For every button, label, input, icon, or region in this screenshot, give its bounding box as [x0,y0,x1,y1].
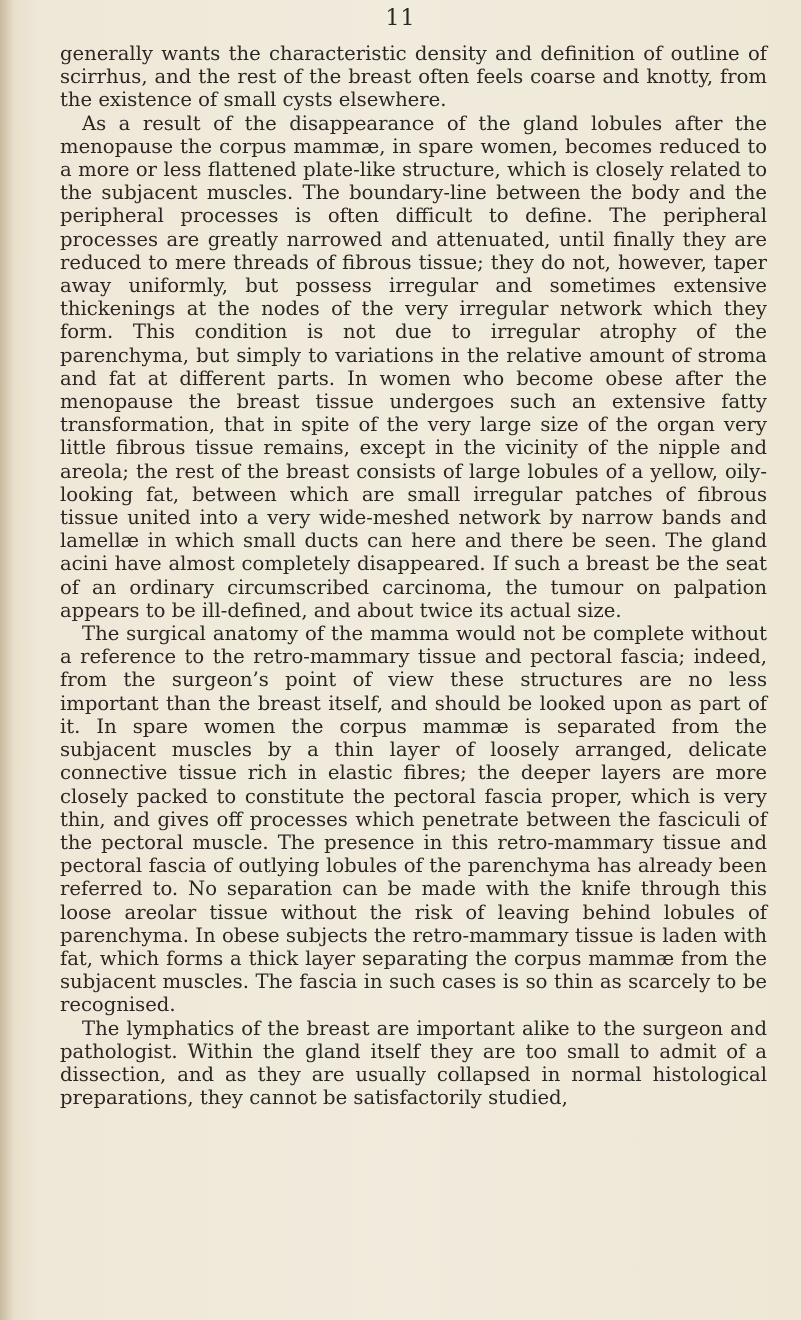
page-gutter-shadow [0,0,14,1320]
paragraph-continuation: generally wants the characteristic density and definition of outline of scirrhus, and the rest of the breast often feels coarse and knotty, from the existence of small cysts elsewhere. [60,42,767,112]
body-text [60,42,767,1109]
paragraph-retro-mammary-tissue: The surgical anatomy of the mamma would not be complete without a reference to the retro-mammary tissue and pectoral fascia; indeed, from the surgeon’s point of view these structures are no less important than the breast itself, and should be looked upon as part of it. In spare women the corpus mammæ is separated from the subjacent muscles by a thin layer of loosely arranged, delicate connective tissue rich in elastic fibres; the deeper layers are more closely packed to constitute the pectoral fascia proper, which is very thin, and gives off processes which penetrate between the fasciculi of the pectoral muscle. The presence in this retro-mammary tissue and pectoral fascia of outlying lobules of the parenchyma has already been referred to. No separation can be made with the knife through this loose areolar tissue without the risk of leaving behind lobules of parenchyma. In obese subjects the retro-mammary tissue is laden with fat, which forms a thick layer separating the corpus mammæ from the subjacent muscles. The fascia in such cases is so thin as scarcely to be recognised. [60,622,767,1017]
page-number: 11 [385,6,416,31]
paragraph-lymphatics: The lymphatics of the breast are important alike to the surgeon and pathologist. Within the gland itself they are too small to admit of a dissection, and as they are usually collapsed in normal histological preparations, they cannot be satisfactorily studied, [60,1016,767,1110]
paragraph-menopause-atrophy: As a result of the disappearance of the gland lobules after the menopause the corpus mammæ, in spare women, becomes reduced to a more or less flattened plate-like structure, which is closely related to the subjacent muscles. The boundary-line between the body and the peripheral processes is often difficult to define. The peripheral processes are greatly narrowed and attenuated, until finally they are reduced to mere threads of fibrous tissue; they do not, however, taper away uniformly, but possess irregular and sometimes extensive thickenings at the nodes of the very irregular network which they form. This condition is not due to irregular atrophy of the parenchyma, but simply to variations in the relative amount of stroma and fat at different parts. In women who become obese after the menopause the breast tissue undergoes such an extensive fatty transformation, that in spite of the very large size of the organ very little fibrous tissue remains, except in the vicinity of the nipple and areola; the rest of the breast consists of large lobules of a yellow, oily-looking fat, between which are small irregular patches of fibrous tissue united into a very wide-meshed network by narrow bands and lamellæ in which small ducts can here and there be seen. The gland acini have almost completely disappeared. If such a breast be the seat of an ordinary circumscribed carcinoma, the tumour on palpation appears to be ill-defined, and about twice its actual size. [60,111,767,622]
